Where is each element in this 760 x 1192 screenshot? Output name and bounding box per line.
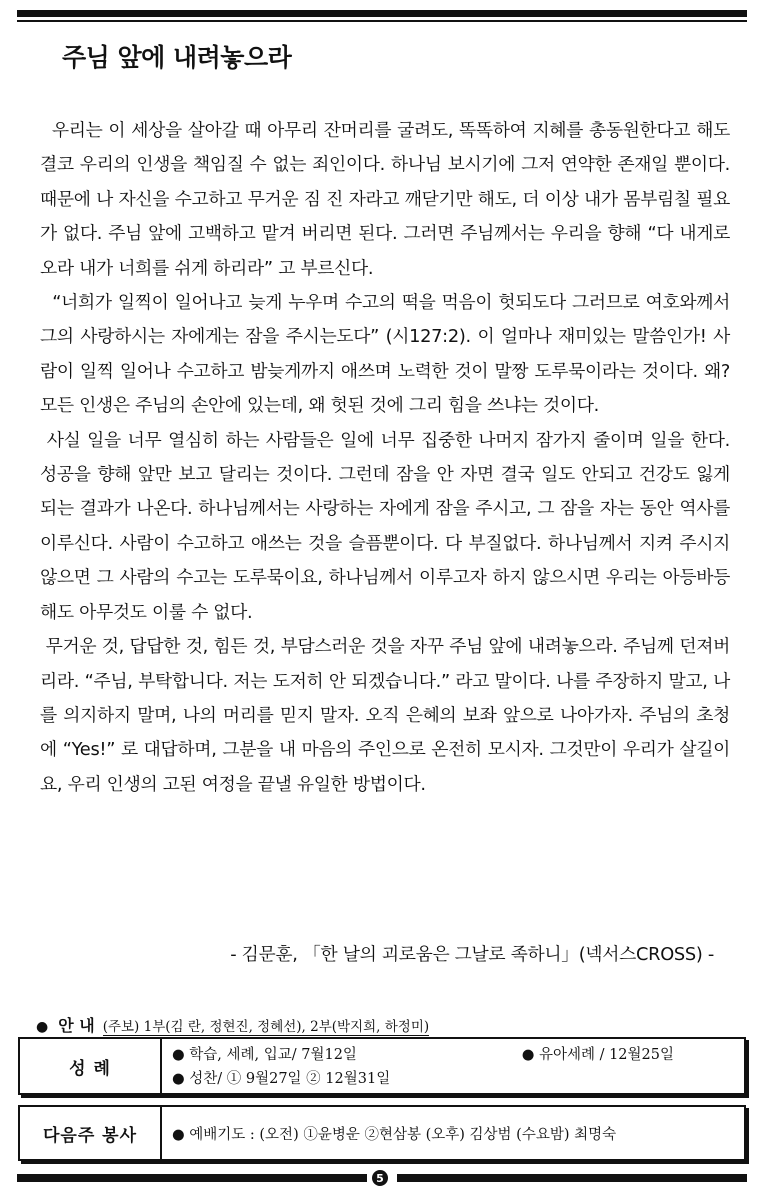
sacraments-item-infant-baptism: ● 유아세례 / 12월25일 [521,1047,674,1063]
notice-line [36,1013,429,1036]
notice-label: 안 내 [58,1016,95,1035]
sacraments-box [18,1037,746,1095]
notice-text: (주보) 1부(김 란, 정현진, 정혜선), 2부(박지희, 하정미) [103,1015,429,1036]
paragraph-1: 우리는 이 세상을 살아갈 때 아무리 잔머리를 굴려도, 똑똑하여 지혜를 총동원한다고 해도 결코 우리의 인생을 책임질 수 없는 죄인이다. 하나님 보시기에 그저 연약한 존재일 뿐이다. 때문에 나 자신을 수고하고 무거운 짐 진 자라고 깨닫기만 해도, 더 이상 내가 몸부림칠 필요가 없다. 주님 앞에 고백하고 맡겨 버리면 된다. 그러면 주님께서는 우리을 향해 “다 내게로 오라 내가 너희를 쉬게 하리라” 고 부르신다. [40,120,730,279]
source-citation: - 김문훈, 「한 날의 괴로움은 그날로 족하니」(넥서스CROSS) - [230,944,714,965]
paragraph-3: 사실 일을 너무 열심히 하는 사람들은 일에 너무 집중한 나머지 잠가지 줄이며 일을 한다. 성공을 향해 앞만 보고 달리는 것이다. 그런데 잠을 안 자면 결국 일도 안되고 건강도 잃게 되는 결과가 나온다. 하나님께서는 사랑하는 자에게 잠을 주시고, 그 잠을 자는 동안 역사를 이루신다. 사람이 수고하고 애쓰는 것을 슬픔뿐이다. 다 부질없다. 하나님께서 지켜 주시지 않으면 그 사람의 수고는 도루묵이요, 하나님께서 이루고자 하지 않으시면 우리는 아등바등해도 아무것도 이룰 수 없다. [40,429,730,623]
article-body [40,114,730,802]
top-rule-thin [17,20,747,22]
bullet-icon: ● [36,1019,49,1035]
bottom-rule-left [17,1174,367,1182]
next-week-header: 다음주 봉사 [20,1107,162,1159]
bottom-rule-right [397,1174,747,1182]
paragraph-4: 무거운 것, 답답한 것, 힘든 것, 부담스러운 것을 자꾸 주님 앞에 내려놓으라. 주님께 던져버리라. “주님, 부탁합니다. 저는 도저히 안 되겠습니다.” 라고 말이다. 나를 주장하지 말고, 나를 의지하지 말며, 나의 머리를 믿지 말자. 오직 은혜의 보좌 앞으로 나아가자. 주님의 초청에 “Yes!” 로 대답하며, 그분을 내 마음의 주인으로 온전히 모시자. 그것만이 우리가 살길이요, 우리 인생의 고된 여정을 끝낼 유일한 방법이다. [40,636,730,795]
top-rule-thick [17,10,747,17]
sacraments-item-communion: ● 성찬/ ① 9월27일 ② 12월31일 [172,1071,391,1087]
page-number: 5 [372,1170,388,1186]
sacraments-row-2 [172,1067,734,1091]
page-title: 주님 앞에 내려놓으라 [62,43,292,72]
sacraments-header: 성 례 [20,1039,162,1093]
sacraments-content [162,1039,744,1093]
paragraph-2: “너희가 일찍이 일어나고 늦게 누우며 수고의 떡을 먹음이 헛되도다 그러므로 여호와께서 그의 사랑하시는 자에게는 잠을 주시는도다” (시127:2). 이 얼마나 재미있는 말씀인가! 사람이 일찍 일어나 수고하고 밤늦게까지 애쓰며 노력한 것이 말짱 도루묵이라는 것이다. 왜? 모든 인생은 주님의 손안에 있는데, 왜 헛된 것에 그리 힘을 쓰냐는 것이다. [40,292,730,417]
sacraments-item-baptism: ● 학습, 세례, 입교/ 7월12일 [172,1047,357,1063]
sacraments-row-1 [172,1043,734,1067]
next-week-prayer: ● 예배기도 : (오전) ①윤병운 ②현삼봉 (오후) 김상범 (수요밤) 최명숙 [172,1126,617,1143]
next-week-service-box [18,1105,746,1161]
next-week-content [162,1107,744,1159]
